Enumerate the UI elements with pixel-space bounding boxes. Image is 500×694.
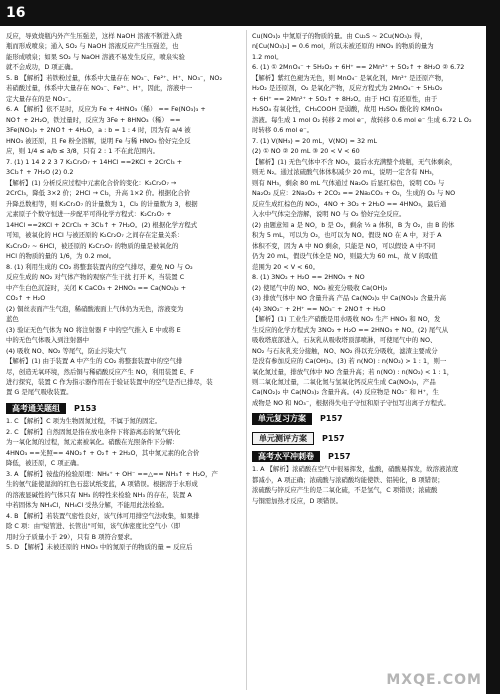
text-line: 可知，被氧化的 HCl 与被还原的 K₂Cr₂O₇ 之间存在定量关系： bbox=[6, 231, 184, 240]
text-line: 5. B 【解析】若铁粉过量，体系中大量存在 NO₃⁻、Fe²⁺、H⁺、NO₃⁻，NO₂ bbox=[6, 73, 223, 82]
text-line: 7. (1) V(NH₃) = 20 mL，V(NO) = 32 mL bbox=[252, 136, 378, 145]
column-divider bbox=[246, 30, 247, 690]
text-line: 溶液。每生成 1 mol O₂ 转移 2 mol e⁻，故转移 0.6 mol e⁻ 生成 6.72 L O₂ bbox=[252, 115, 472, 124]
text-line: 范围为 20 < V < 60。 bbox=[252, 262, 320, 271]
text-line: Ca(NO₂)₂ 中 Ca(NO₃)₂ 含量升高。(4) 反应物是 NO₂⁻ 和 H⁺，生 bbox=[252, 388, 439, 397]
text-line: 升降总数相等，则 K₂Cr₂O₇ 的计量数为 1，Cl₂ 的计量数为 3，根据 bbox=[6, 199, 198, 208]
text-line: (4) 3NO₂⁻ + 2H⁺ == NO₃⁻ + 2NO↑ + H₂O bbox=[252, 304, 386, 313]
text-line: 【解析】(1) 无色气体中不含 NO₂，最后水充满整个烧瓶，无气体剩余， bbox=[252, 157, 457, 166]
section-page: P157 bbox=[320, 414, 343, 424]
watermark: MXQE.COM bbox=[386, 672, 482, 688]
text-line: HCl 的物质的量的 1/6，为 0.2 mol。 bbox=[6, 252, 116, 261]
text-line: 时转移 0.6 mol e⁻。 bbox=[252, 126, 314, 135]
text-line: 能形成喷泉；如果 SO₂ 与 NaOH 溶液不易发生反应，喷泉实验 bbox=[6, 52, 185, 61]
text-line: 瓶而形成喷泉；通入 SO₂ 与 NaOH 溶液反应产生压强差，也 bbox=[6, 42, 179, 51]
text-line: 【解析】(1) 分析反应过程中元素化合价的变化：K₂Cr₂O₇ → bbox=[6, 178, 177, 187]
text-line: 4HNO₃ ==光照== 4NO₂↑ + O₂↑ + 2H₂O，其中氮元素的化合价 bbox=[6, 448, 200, 457]
section-header-exam bbox=[6, 399, 242, 417]
section-page: P157 bbox=[322, 433, 345, 443]
text-line: CO₂↑ + H₂O bbox=[6, 294, 46, 303]
text-line: 5. D 【解析】未被还原的 HNO₃ 中的氮原子的物质的量 = 反应后 bbox=[6, 543, 193, 552]
text-line: 6. (1) ① 2MnO₄⁻ + 5H₂O₂ + 6H⁺ == 2Mn²⁺ + 5O₂↑ + 8H₂O ② 6.72 bbox=[252, 63, 465, 72]
text-line: 成物是 NO 和 NO₃⁻，根据得失电子守恒和原子守恒写出离子方程式。 bbox=[252, 398, 450, 407]
text-line: 除 C 项：由"短管进、长管出"可知，该气体密度比空气小（即 bbox=[6, 522, 181, 531]
text-line: (2) 使尾气中的 NO、NO₂ 被充分吸收 Ca(OH)₂ bbox=[252, 283, 388, 292]
right-column bbox=[252, 32, 484, 507]
text-line: 入水中气体完全溶解，说明 NO 与 O₂ 恰好完全反应。 bbox=[252, 210, 406, 219]
section-header-level bbox=[252, 447, 484, 465]
text-line: 都减小，A 项正确；浓硫酸与浓硝酸均能使铁、铝钝化，B 项错误； bbox=[252, 475, 444, 484]
text-line: + 6H⁺ == 2Mn²⁺ + 5O₂↑ + 8H₂O。由于 HCl 有还原性，由于 bbox=[252, 94, 438, 103]
text-line: Na₂O₂ 反应：2Na₂O₂ + 2CO₂ == 2Na₂CO₃ + O₂，生成的 O₂ 与 NO bbox=[252, 189, 456, 198]
section-header-unit-review bbox=[252, 409, 484, 427]
text-line: 7. (1) 1 14 2 2 3 7 K₂Cr₂O₇ + 14HCl ==2KCl + 2CrCl₃ + bbox=[6, 157, 183, 166]
text-line: 8. (1) 利用生成的 CO₂ 将整套装置内的空气排尽，避免 NO 与 O₂ bbox=[6, 262, 193, 271]
text-line: n[Cu(NO₃)₂] = 0.6 mol，所以未被还原的 HNO₃ 的物质的量为 bbox=[252, 42, 434, 51]
text-line: 2. C 【解析】自然固氮是指在放电条件下将游离态的氮气转化 bbox=[6, 427, 181, 436]
text-line: 4. B 【解析】若装置气密性良好，该气体可用排空气法收集，如果排 bbox=[6, 511, 200, 520]
page-number: 16 bbox=[6, 5, 26, 21]
text-line: NO₂ 与石灰乳充分接触，NO、NO₂ 得以充分吸收，滤渣主要成分 bbox=[252, 346, 438, 355]
text-line: 中的无色气体吸入到注射器中 bbox=[6, 336, 90, 345]
text-line: 2CrCl₃，降低 3×2 价；2HCl → Cl₂，升高 1×2 价。根据化合价 bbox=[6, 189, 191, 198]
text-line: 反应生成红棕色的 NO₂，4NO + 3O₂ + 2H₂O == 4HNO₃，最后通 bbox=[252, 199, 447, 208]
text-line: 生的氨气能使湿润的红色石蕊试纸变蓝，A 项错误。根据溶于水形成 bbox=[6, 480, 198, 489]
right-text-block-3 bbox=[252, 465, 484, 506]
text-line: HNO₃ 被还原，且 Fe 粉全溶解，说明 Fe 与稀 HNO₃ 恰好完全反 bbox=[6, 136, 191, 145]
section-title: 单元复习方案 bbox=[252, 413, 312, 424]
text-line: 则有 NH₃，剩余 80 mL 气体通过 Na₂O₂ 后显红棕色，说明 CO₂ 与 bbox=[252, 178, 445, 187]
text-line: 的溶液显碱性的气体只有 NH₃ 的特性来检验 NH₃ 的存在，装置 A bbox=[6, 490, 192, 499]
text-line: 3Fe(NO₃)₂ + 2NO↑ + 4H₂O，a : b = 1 : 4 时，因为有 a/4 被 bbox=[6, 126, 191, 135]
text-line: 与铜需加热才反应，D 项错误。 bbox=[252, 496, 343, 505]
text-line: (2) 由题意知 a 是 NO，b 是 O₂，剩余 ½ a 体积，B 为 O₂，由 B 的体 bbox=[252, 220, 455, 229]
section-title: 高考通关题组 bbox=[6, 403, 66, 414]
left-text-block bbox=[6, 32, 242, 398]
right-text-block-2 bbox=[252, 273, 484, 408]
text-line: 则无 N₂。通过浓硫酸气体体积减少 20 mL，说明一定含有 NH₃， bbox=[252, 168, 439, 177]
text-line: 14HCl ==2KCl + 2CrCl₃ + 3Cl₂↑ + 7H₂O。(2) 根据化学方程式 bbox=[6, 220, 198, 229]
text-line: 【解析】(1) 由于装置 A 中产生的 CO₂ 将整套装置中的空气排 bbox=[6, 357, 183, 366]
text-line: 置 G 是尾气吸收装置。 bbox=[6, 388, 73, 397]
section-header-unit-test bbox=[252, 428, 484, 447]
text-line: 生反应的化学方程式为 3NO₂ + H₂O == 2HNO₃ + NO。(2) 尾气从 bbox=[252, 325, 449, 334]
text-line: 是没有参加反应的 Ca(OH)₂。(3) 若 n(NO) : n(NO₂) > 1 : 1，则一 bbox=[252, 357, 447, 366]
text-line: 尽，创造无氧环境，然后铜与稀硝酸反应产生 NO，利用装置 E、F bbox=[6, 367, 194, 376]
text-line: Cu(NO₃)₂ 中氮原子的物质的量。由 Cu₂S ~ 2Cu(NO₃)₂ 得， bbox=[252, 32, 427, 40]
text-line: 若硝酸过量，体系中大量存在 NO₃⁻、Fe³⁺、H⁺，因此，溶液中一 bbox=[6, 84, 193, 93]
text-line: 8. (1) 3NO₂ + H₂O == 2HNO₃ + NO bbox=[252, 273, 365, 282]
text-line: 1. C 【解析】C 项为生物固氮过程，不属于氮的固定。 bbox=[6, 417, 162, 426]
text-line: 氧化氮过量，排放气体中 NO 含量升高；若 n(NO) : n(NO₂) < 1 : 1， bbox=[252, 367, 454, 376]
right-text-block bbox=[252, 32, 484, 272]
text-line: (2) 铜丝表面产生气泡，稀硝酸液面上气体仍为无色，溶液变为 bbox=[6, 304, 184, 313]
text-line: 【解析】(1) 工业生产硝酸是用水吸收 NO₂ 生产 HNO₃ 和 NO，发 bbox=[252, 315, 441, 324]
text-line: 积为 5 mL，可以为 O₂，也可以为 NO。假设 NO 在 A 中，对于 A bbox=[252, 231, 442, 240]
text-line: 蓝色 bbox=[6, 315, 19, 324]
text-line: 元素原子个数守恒进一步配平可得化学方程式：K₂Cr₂O₇ + bbox=[6, 210, 172, 219]
text-line: (4) 吸收 NO、NO₂ 等尾气，防止污染大气 bbox=[6, 346, 127, 355]
left-column bbox=[6, 32, 242, 554]
text-line: 就不会成功，D 项正确。 bbox=[6, 63, 77, 72]
text-line: 降低，被还原，C 项正确。 bbox=[6, 459, 83, 468]
text-line: 定大量存在的是 NO₃⁻。 bbox=[6, 94, 75, 103]
top-bar bbox=[0, 0, 500, 26]
text-line: K₂Cr₂O₇ ~ 6HCl，被还原的 K₂Cr₂O₇ 的物质的量是被氧化的 bbox=[6, 241, 179, 250]
text-line: 体积不变，因为 A 中 NO 剩余，只能是 NO，可以假设 A 中不同 bbox=[252, 241, 436, 250]
text-line: 1. A 【解析】浓硝酸在空气中很易挥发，盐酸，硝酸易挥发，故溶液浓度 bbox=[252, 465, 459, 474]
text-line: 3Cl₂↑ + 7H₂O (2) 0.2 bbox=[6, 168, 74, 177]
text-line: 为一氧化氮的过程，氮元素被氧化。硝酸在光照条件下分解： bbox=[6, 438, 179, 447]
section-title: 高考水平冲刺卷 bbox=[252, 451, 320, 462]
text-line: 中产生白色沉淀时，关闭 K CaCO₃ + 2HNO₃ == Ca(NO₃)₂ + bbox=[6, 283, 187, 292]
text-line: 浓硫酸与锌反应产生的是二氧化硫，不是氢气，C 项错误；浓硫酸 bbox=[252, 486, 438, 495]
text-line: 吸收塔底部进入，石灰乳从吸收塔顶部喷淋，可使尾气中的 NO、 bbox=[252, 336, 437, 345]
text-line: (3) 排放气体中 NO 含量升高 产品 Ca(NO₂)₂ 中 Ca(NO₃)₂ 含量升高 bbox=[252, 294, 446, 303]
text-line: 【解析】紫红色褪为无色，则 MnO₄⁻ 是氧化剂，Mn²⁺ 是还原产物， bbox=[252, 73, 448, 82]
text-line: 反应生成的 NO₂ 对气体产物的观察产生干扰 打开 K，当装置 C bbox=[6, 273, 185, 282]
text-line: (2) ① NO ② 20 mL ③ 20 < V < 60 bbox=[252, 147, 360, 156]
section-page: P157 bbox=[328, 452, 351, 462]
text-line: 则二氧化氮过量，二氧化氮与氢氧化钙反应生成 Ca(NO₃)₂，产品 bbox=[252, 377, 436, 386]
text-line: 反应，导致烧瓶内外产生压强差，这样 NaOH 溶液不断进入烧 bbox=[6, 32, 182, 40]
right-edge-bar bbox=[486, 26, 500, 694]
text-line: 中若固体为 NH₄Cl，NH₄Cl 受热分解，不能用此法检验。 bbox=[6, 501, 169, 510]
text-line: NO↑ + 2H₂O，铁过量时，反应为 3Fe + 8HNO₃（稀） == bbox=[6, 115, 181, 124]
text-line: H₂O₂ 是还原剂，O₂ 是氧化产物，反应方程式为 2MnO₄⁻ + 5H₂O₂ bbox=[252, 84, 443, 93]
section-page: P153 bbox=[74, 403, 97, 413]
text-line: (3) 验证无色气体为 NO 将注射器 F 中的空气推入 E 中或将 E bbox=[6, 325, 181, 334]
text-line: 应，则 1/4 ≤ a/b ≤ 3/8，只有 2 : 1 不在此范围内。 bbox=[6, 147, 160, 156]
text-line: H₂SO₄ 有氧化性，CH₃COOH 是弱酸，故用 H₂SO₄ 酸化的 KMnO₄ bbox=[252, 105, 443, 114]
text-line: 进行探究，装置 C 作为指示器作用在于验证装置中的空气是否已排尽，装 bbox=[6, 377, 213, 386]
left-text-block-2 bbox=[6, 417, 242, 552]
section-title: 单元测评方案 bbox=[252, 432, 314, 445]
text-line: 1.2 mol。 bbox=[252, 52, 283, 61]
text-line: 仍为 20 mL，假设气体全是 NO，则最大为 60 mL，故 V 的取值 bbox=[252, 252, 438, 261]
text-line: 6. A 【解析】依不足时，反应为 Fe + 4HNO₃（稀） == Fe(NO₃)₃ + bbox=[6, 105, 206, 114]
text-line: 用时分子质量小于 29），只有 B 项符合要求。 bbox=[6, 532, 137, 541]
text-line: 3. A 【解析】铵盐的检验原理：NH₄⁺ + OH⁻ ==△== NH₃↑ + H₂O，产 bbox=[6, 469, 218, 478]
